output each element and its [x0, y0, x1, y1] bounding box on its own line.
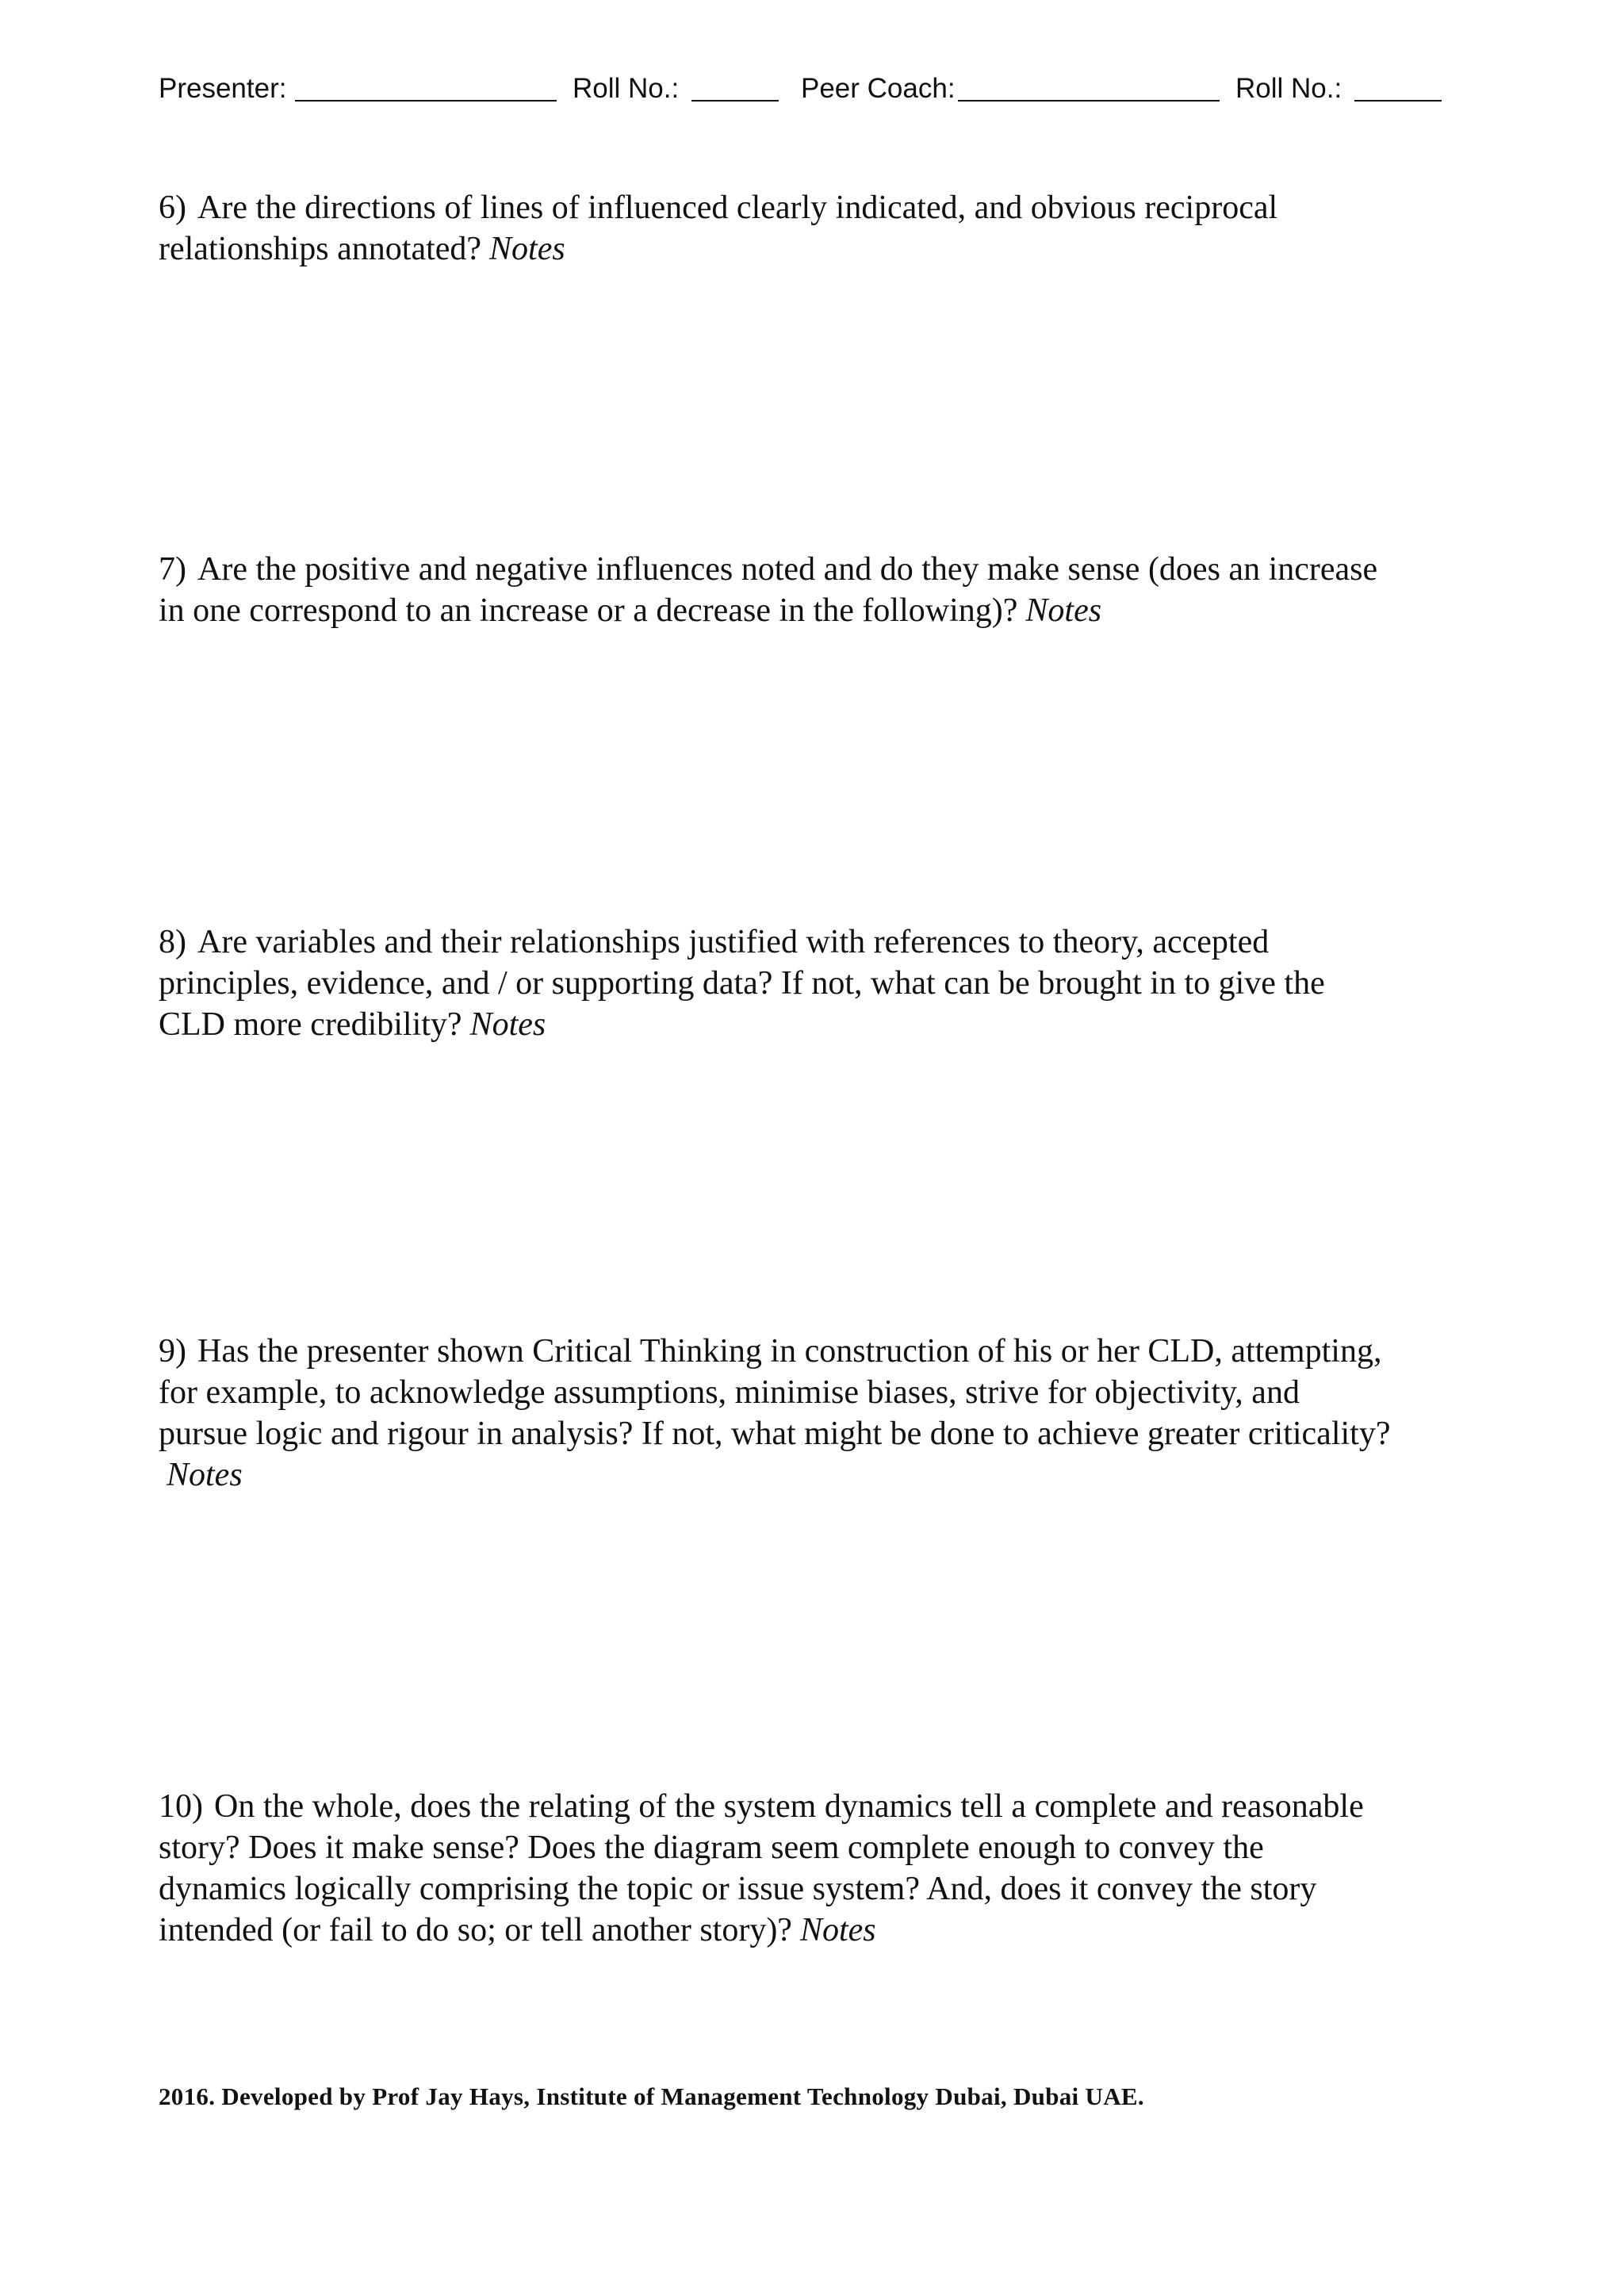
notes-label: Notes — [1025, 592, 1102, 629]
question-6 — [159, 187, 1396, 270]
presenter-roll-no-blank-line — [691, 100, 779, 102]
question-text: On the whole, does the relating of the system dynamics tell a complete and reasonable story? Does it make sense? Does the diagram seem complete enough to convey the dynamics logically comprising the topic or issue system? And, does it convey the story intended (or fail to do so; or tell another story)? — [159, 1788, 1364, 1948]
question-text: Are the directions of lines of influenced clearly indicated, and obvious reciprocal relationships annotated? — [159, 190, 1278, 267]
question-number: 10) — [159, 1788, 203, 1825]
question-number: 7) — [159, 551, 186, 588]
presenter-blank-line — [295, 100, 557, 102]
peer-coach-roll-no-blank-line — [1354, 100, 1442, 102]
presenter-roll-no-label: Roll No.: — [573, 73, 680, 104]
question-text: Are the positive and negative influences noted and do they make sense (does an increase in one correspond to an increase or a decrease in the following)? — [159, 551, 1378, 629]
notes-label: Notes — [799, 1912, 876, 1948]
presenter-roll-no-field — [573, 73, 679, 105]
peer-coach-label: Peer Coach: — [801, 73, 956, 104]
notes-label: Notes — [489, 231, 565, 267]
question-9 — [159, 1331, 1396, 1496]
peer-coach-blank-line — [958, 100, 1220, 102]
form-header — [159, 73, 1507, 111]
footer-credit: 2016. Developed by Prof Jay Hays, Institute of Management Technology Dubai, Dubai UAE. — [159, 2082, 1144, 2110]
question-number: 9) — [159, 1333, 186, 1370]
question-text: Are variables and their relationships justified with references to theory, accepted principles, evidence, and / or supporting data? If not, what can be brought in to give the CLD more credibility? — [159, 924, 1325, 1043]
presenter-label: Presenter: — [159, 73, 287, 104]
notes-label: Notes — [469, 1006, 546, 1043]
question-number: 6) — [159, 190, 186, 226]
question-text: Has the presenter shown Critical Thinking in construction of his or her CLD, attempting, for example, to acknowledge assumptions, minimise biases, strive for objectivity, and pursue logic and rigour in analysis? If not, what might be done to achieve greater criticality? — [159, 1333, 1391, 1452]
question-number: 8) — [159, 924, 186, 960]
peer-coach-roll-no-label: Roll No.: — [1235, 73, 1342, 104]
presenter-field — [159, 73, 286, 105]
question-10 — [159, 1786, 1396, 1951]
peer-coach-field — [801, 73, 956, 105]
question-7 — [159, 549, 1396, 631]
question-8 — [159, 921, 1396, 1045]
peer-coach-roll-no-field — [1235, 73, 1342, 105]
notes-label: Notes — [167, 1457, 243, 1493]
